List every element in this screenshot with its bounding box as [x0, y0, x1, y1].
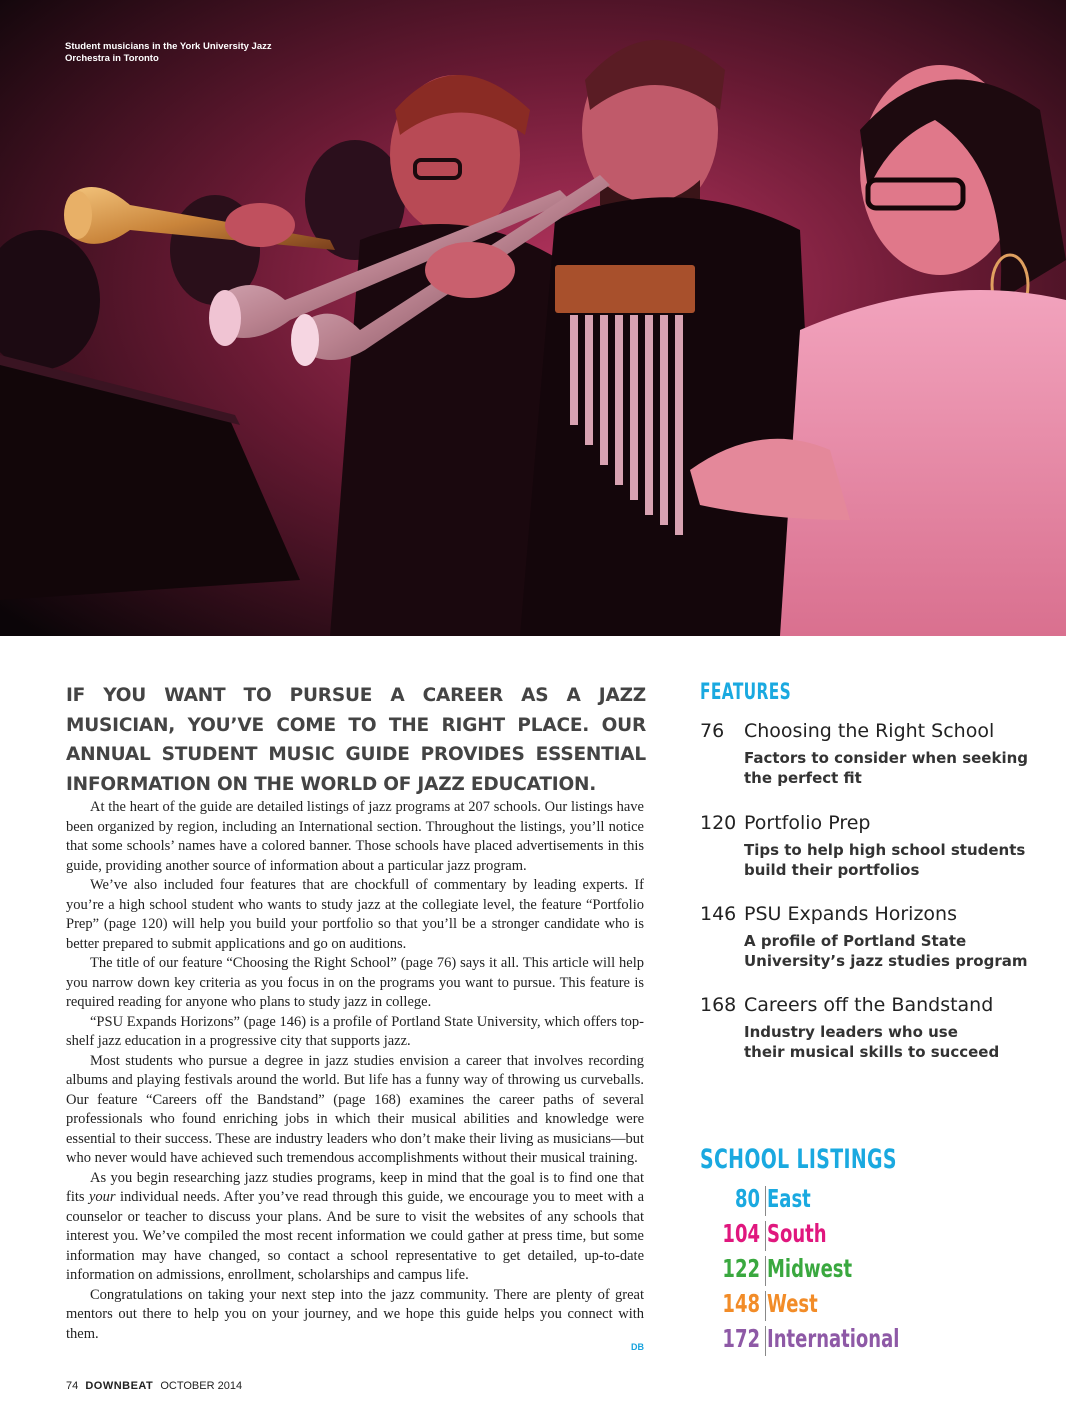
paragraph: The title of our feature “Choosing the Right School” (page 76) says it all. This article will help you narrow down key criteria as you focus in on the programs you want to pursue. This feature is required reading for anyone who plans to study jazz in college. — [66, 955, 644, 1010]
end-mark: DB — [631, 1342, 644, 1352]
page-number: 74 — [66, 1380, 79, 1392]
paragraph: Most students who pursue a degree in jazz studies envision a career that involves recording albums and playing festivals around the world. But life has a funny way of throwing us curveballs. Our feature “Careers off the Bandstand” (page 168) examines the career paths of several professionals who found enriching jobs in which their musical abilities and knowledge were essential to their success. These are industry leaders who don’t make their living as musicians—but who never would have achieved such tremendous accomplishments without their musical training. — [66, 1052, 644, 1166]
feature-desc: Factors to consider when seeking — [744, 749, 1028, 767]
feature-item — [700, 718, 1040, 788]
feature-title: Portfolio Prep — [744, 812, 871, 834]
listing-page: 148 — [722, 1289, 760, 1318]
feature-title: PSU Expands Horizons — [744, 903, 957, 925]
feature-title: Careers off the Bandstand — [744, 994, 994, 1016]
listing-page: 80 — [734, 1184, 760, 1213]
photo-caption: Student musicians in the York University Jazz Orchestra in Toronto — [65, 41, 272, 64]
feature-title: Choosing the Right School — [744, 720, 995, 742]
paragraph: At the heart of the guide are detailed listings of jazz programs at 207 schools. Our listings have been organized by region, including an International section. Throughout the listings, you’ll notice that some schools’ names have a colored banner. Those schools have placed advertisements in this guide, providing another source of information about a particular jazz program. — [66, 799, 644, 874]
hero-photo — [0, 0, 1066, 636]
feature-item — [700, 810, 1040, 880]
listing-divider — [765, 1186, 766, 1216]
feature-item — [700, 992, 1040, 1062]
jazz-orchestra-illustration — [0, 0, 1066, 636]
listing-region: Midwest — [767, 1254, 853, 1283]
features-title: FEATURES — [700, 680, 792, 705]
paragraph-emphasis: your — [88, 1189, 116, 1205]
paragraph-text: individual needs. After you’ve read through this guide, we encourage you to meet with a counselor or teacher to discuss your plans. And be sure to visit the websites of any schools that interest you. We’ve compiled the most recent information we could gather at press time, but some information may have changed, so contact a school representative to get detailed, up-to-date information on admissions, enrollment, scholarships and campus life. — [66, 1189, 645, 1283]
listing-region: South — [767, 1219, 827, 1248]
page-folio — [66, 1380, 242, 1392]
paragraph: Congratulations on taking your next step into the jazz community. There are plenty of great mentors out there to help you on your journey, and we hope this guide helps you connect with them. — [66, 1286, 644, 1342]
listing-divider — [765, 1256, 766, 1286]
feature-desc: Tips to help high school students — [744, 841, 1026, 859]
paragraph-text: As you begin researching jazz studies programs, keep in mind that the goal is to find one that fits — [66, 1169, 644, 1205]
article-deck: IF YOU WANT TO PURSUE A CAREER AS A JAZZ MUSICIAN, YOU’VE COME TO THE RIGHT PLACE. OUR ANNUAL STUDENT MUSIC GUIDE PROVIDES ESSENTIAL INFORMATION ON THE WORLD OF JAZZ EDUCATION. — [66, 685, 646, 795]
listing-divider — [765, 1326, 766, 1356]
listing-region: International — [767, 1324, 900, 1353]
feature-page: 146 — [700, 903, 737, 925]
publication-name: DOWNBEAT — [85, 1380, 154, 1392]
feature-desc: University’s jazz studies program — [744, 952, 1028, 970]
feature-desc: the perfect fit — [744, 769, 862, 787]
listing-divider — [765, 1221, 766, 1251]
listing-page: 104 — [722, 1219, 760, 1248]
feature-page: 168 — [700, 994, 737, 1016]
listing-region: East — [767, 1184, 811, 1213]
listing-divider — [765, 1291, 766, 1321]
paragraph — [66, 1169, 644, 1286]
feature-page: 76 — [700, 720, 725, 742]
paragraph: We’ve also included four features that are chockfull of commentary by leading experts. If you’re a high school student who wants to study jazz at the collegiate level, the feature “Portfolio Prep” (page 120) will help you build your portfolio so that you’ll be a stronger candidate who is better prepared to submit applications and go on auditions. — [66, 877, 644, 952]
issue-date: OCTOBER 2014 — [160, 1380, 243, 1392]
feature-desc: A profile of Portland State — [744, 932, 967, 950]
feature-page: 120 — [700, 812, 737, 834]
school-listings-title: SCHOOL LISTINGS — [700, 1144, 897, 1175]
article-body — [66, 798, 644, 1352]
listing-page: 122 — [722, 1254, 760, 1283]
feature-desc: build their portfolios — [744, 861, 920, 879]
feature-desc: their musical skills to succeed — [744, 1043, 1000, 1061]
listing-page: 172 — [722, 1324, 760, 1353]
paragraph: “PSU Expands Horizons” (page 146) is a profile of Portland State University, which offers top-shelf jazz education in a progressive city that supports jazz. — [66, 1013, 644, 1049]
feature-item — [700, 901, 1040, 971]
listing-region: West — [767, 1289, 818, 1318]
feature-desc: Industry leaders who use — [744, 1023, 958, 1041]
